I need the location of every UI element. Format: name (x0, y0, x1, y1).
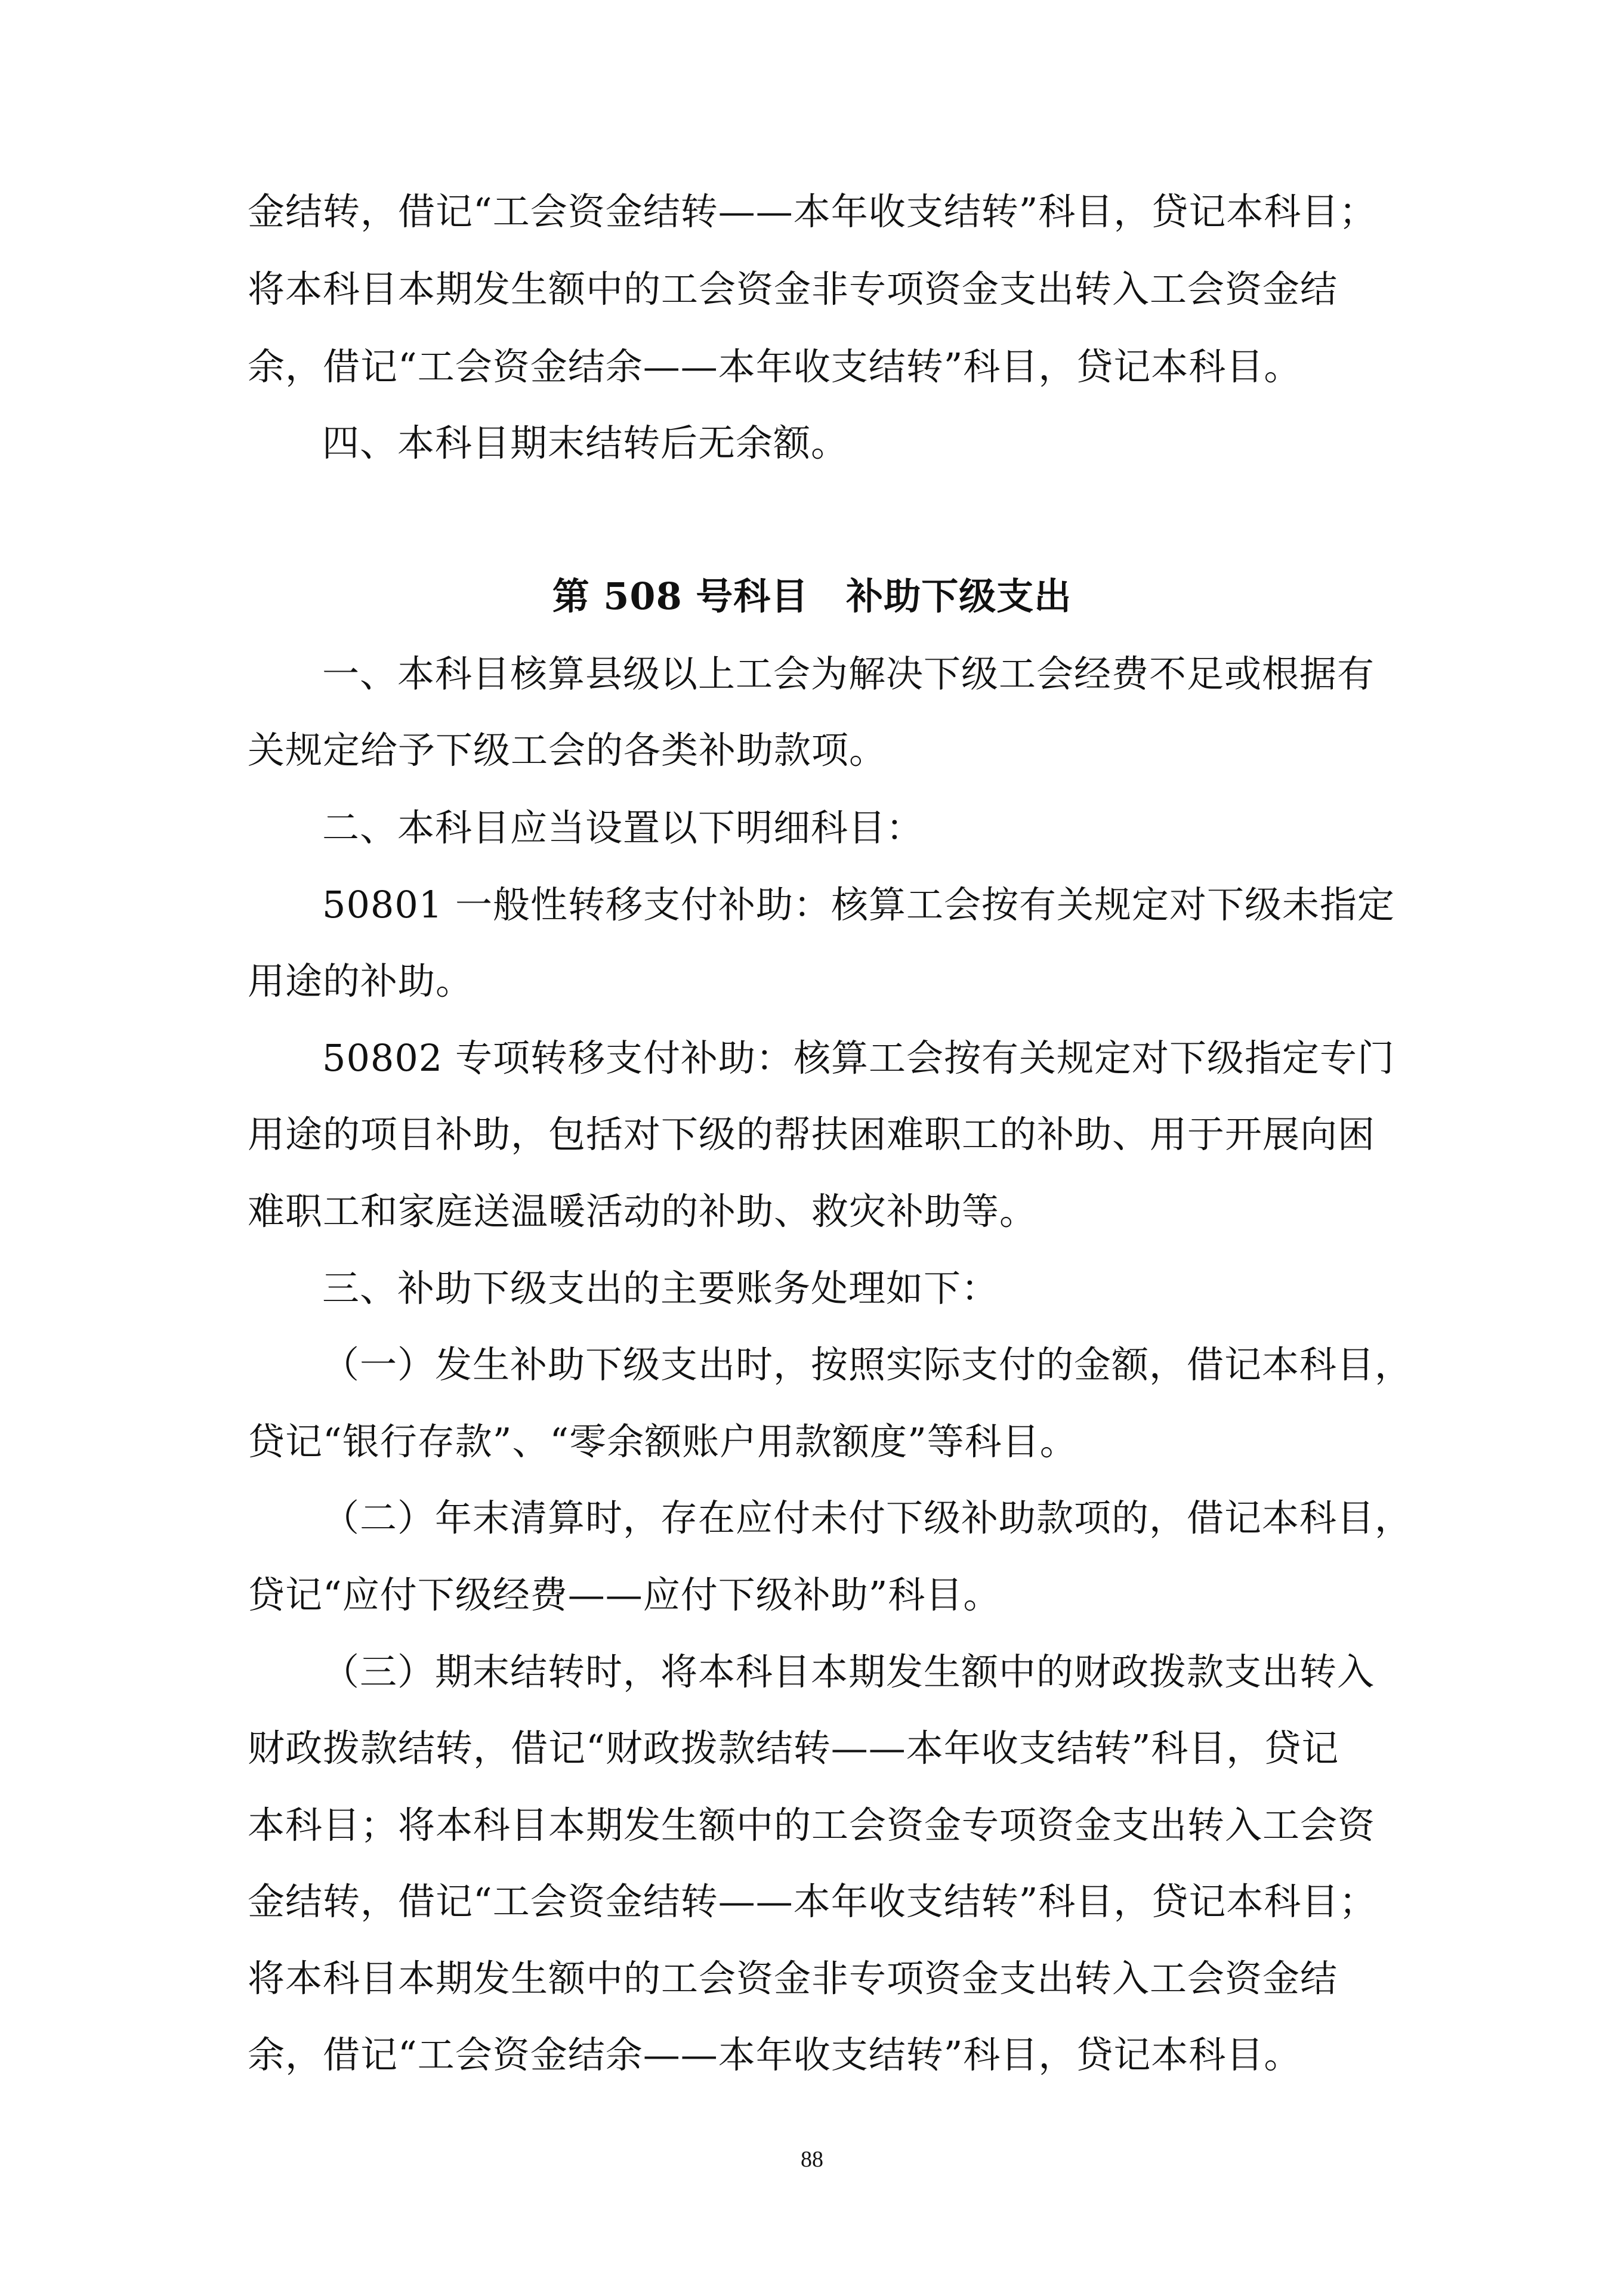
paragraph-line: 贷记“银行存款”、“零余额账户用款额度”等科目。 (248, 1420, 1077, 1463)
paragraph-line: 50801 一般性转移支付补助：核算工会按有关规定对下级未指定 (322, 883, 1395, 926)
paragraph-line: 余，借记“工会资金结余——本年收支结转”科目，贷记本科目。 (248, 345, 1302, 388)
paragraph-line: 一、本科目核算县级以上工会为解决下级工会经费不足或根据有 (322, 652, 1375, 696)
paragraph-line: 关规定给予下级工会的各类补助款项。 (248, 728, 887, 772)
paragraph-line: （一）发生补助下级支出时，按照实际支付的金额，借记本科目， (322, 1343, 1413, 1386)
paragraph-line: 金结转，借记“工会资金结转——本年收支结转”科目，贷记本科目； (248, 1880, 1377, 1923)
paragraph-line: 用途的项目补助，包括对下级的帮扶困难职工的补助、用于开展向困 (248, 1113, 1376, 1156)
paragraph-line: 四、本科目期末结转后无余额。 (322, 421, 849, 465)
paragraph-line: 三、补助下级支出的主要账务处理如下： (322, 1266, 999, 1310)
paragraph-line: （二）年末清算时，存在应付未付下级补助款项的，借记本科目， (322, 1496, 1413, 1540)
paragraph-line: 将本科目本期发生额中的工会资金非专项资金支出转入工会资金结 (248, 267, 1338, 311)
paragraph-line: 50802 专项转移支付补助：核算工会按有关规定对下级指定专门 (322, 1036, 1395, 1080)
page-number: 88 (801, 2147, 823, 2172)
paragraph-line: 余，借记“工会资金结余——本年收支结转”科目，贷记本科目。 (248, 2033, 1302, 2076)
paragraph-line: 本科目；将本科目本期发生额中的工会资金专项资金支出转入工会资 (248, 1803, 1376, 1847)
section-heading: 第 508 号科目 补助下级支出 (552, 574, 1072, 618)
paragraph-line: 二、本科目应当设置以下明细科目： (322, 806, 924, 849)
paragraph-line: 难职工和家庭送温暖活动的补助、救灾补助等。 (248, 1189, 1038, 1233)
paragraph-line: 用途的补助。 (248, 959, 474, 1003)
paragraph-line: 金结转，借记“工会资金结转——本年收支结转”科目，贷记本科目； (248, 190, 1377, 233)
paragraph-line: 将本科目本期发生额中的工会资金非专项资金支出转入工会资金结 (248, 1957, 1338, 2000)
paragraph-line: （三）期末结转时，将本科目本期发生额中的财政拨款支出转入 (322, 1650, 1375, 1694)
paragraph-line: 财政拨款结转，借记“财政拨款结转——本年收支结转”科目，贷记 (248, 1726, 1339, 1770)
paragraph-line: 贷记“应付下级经费——应付下级补助”科目。 (248, 1573, 1001, 1617)
